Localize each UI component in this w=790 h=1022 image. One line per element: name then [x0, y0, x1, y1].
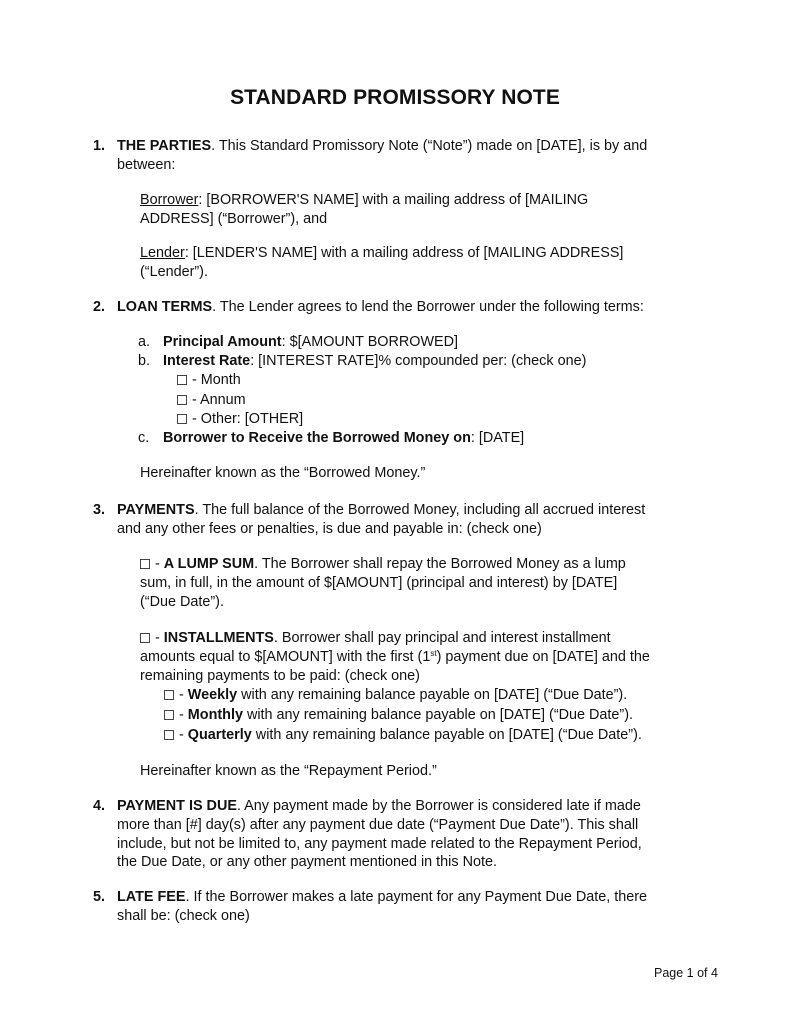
page-number: Page 1 of 4: [654, 966, 718, 980]
checkbox-icon[interactable]: [177, 375, 187, 385]
checkbox-icon[interactable]: [140, 559, 150, 569]
receive-date: Borrower to Receive the Borrowed Money on: [DATE]: [163, 430, 525, 446]
section-heading: PAYMENT IS DUE: [117, 798, 237, 814]
interest-rate: Interest Rate: [INTEREST RATE]% compounded per: (check one): [163, 353, 587, 369]
section-number: 2.: [93, 299, 106, 315]
checkbox-icon[interactable]: [140, 633, 150, 643]
borrower-line: Borrower: [BORROWER'S NAME] with a mailing address of [MAILING: [140, 192, 589, 208]
checkbox-icon[interactable]: [177, 395, 187, 405]
document-page: STANDARD PROMISSORY NOTE 1. THE PARTIES. This Standard Promissory Note (“Note”) made on [DATE], is by and between: Borrower: [BORROWER'S NAME] with a mailing address of [MAILING ADDRESS] (“Borrower”), and Lender: [LENDER'S NAME] with a mailing address of [MAILING ADDRESS] (“Lender”). 2. LOAN TERMS. The Lender agrees to lend the Borrower under the following terms: a. Principal Amount: $[AMOUNT BORROWED] b. Interest Rate: [INTEREST RATE]% compounded per: (check one) - Month - Annum - Other: [OTHER] c. Borrower to Receive the Borrowed Money on: [DATE] Hereinafter known as the “Borrowed Money.” 3. PAYMENTS. The full balance of the Borrowed Money, including all accrued interest and any other fees or penalties, is due and payable in: (check one) - A LUMP SUM. The Borrower shall repay the Borrowed Money as a lump sum, in full, in the amount of $[AMOUNT] (principal and interest) by [DATE] (“Due Date”). - INSTALLMENTS. Borrower shall pay principal and interest installment amounts equal to $[AMOUNT] with the first (1st) payment due on [DATE] and the remaining payments to be paid: (check one) - Weekly with any remaining balance payable on [DATE] (“Due Date”). - Monthly with any remaining balance payable on [DATE] (“Due Date”). - Quarterly with any remaining balance payable on [DATE] (“Due Date”). Hereinafter known as the “Repayment Period.” 4. PAYMENT IS DUE. Any payment made by the Borrower is considered late if made more than [#] day(s) after any payment due date (“Payment Due Date”). This shall include, but not be limited to, any payment made related to the Repayment Period, the Due Date, or any other payment mentioned in this Note. 5. LATE FEE. If the Borrower makes a late payment for any Payment Due Date, there shall be: (check one) Page 1 of 4: [0, 0, 790, 1022]
option-installments[interactable]: - INSTALLMENTS. Borrower shall pay principal and interest installment: [140, 629, 611, 648]
section-heading: LATE FEE: [117, 889, 186, 905]
option-month[interactable]: - Month: [177, 371, 241, 390]
option-weekly[interactable]: - Weekly with any remaining balance payable on [DATE] (“Due Date”).: [164, 686, 627, 705]
option-quarterly[interactable]: - Quarterly with any remaining balance payable on [DATE] (“Due Date”).: [164, 726, 642, 745]
checkbox-icon[interactable]: [164, 690, 174, 700]
checkbox-icon[interactable]: [164, 710, 174, 720]
option-lump-sum[interactable]: - A LUMP SUM. The Borrower shall repay the Borrowed Money as a lump: [140, 555, 626, 574]
option-annum[interactable]: - Annum: [177, 391, 246, 410]
page-title: STANDARD PROMISSORY NOTE: [230, 86, 560, 109]
checkbox-icon[interactable]: [177, 414, 187, 424]
option-other[interactable]: - Other: [OTHER]: [177, 410, 303, 429]
section-heading: LOAN TERMS: [117, 299, 213, 315]
principal-amount: Principal Amount: $[AMOUNT BORROWED]: [163, 334, 459, 350]
section-number: 4.: [93, 798, 106, 814]
borrower-label: Borrower: [140, 192, 199, 208]
section-number: 3.: [93, 502, 106, 518]
section-heading: THE PARTIES: [117, 138, 212, 154]
option-monthly[interactable]: - Monthly with any remaining balance payable on [DATE] (“Due Date”).: [164, 706, 633, 725]
lender-line: Lender: [LENDER'S NAME] with a mailing address of [MAILING ADDRESS]: [140, 245, 624, 261]
section-heading: PAYMENTS: [117, 502, 195, 518]
lender-label: Lender: [140, 245, 185, 261]
checkbox-icon[interactable]: [164, 730, 174, 740]
section-number: 5.: [93, 889, 106, 905]
section-number: 1.: [93, 138, 106, 154]
